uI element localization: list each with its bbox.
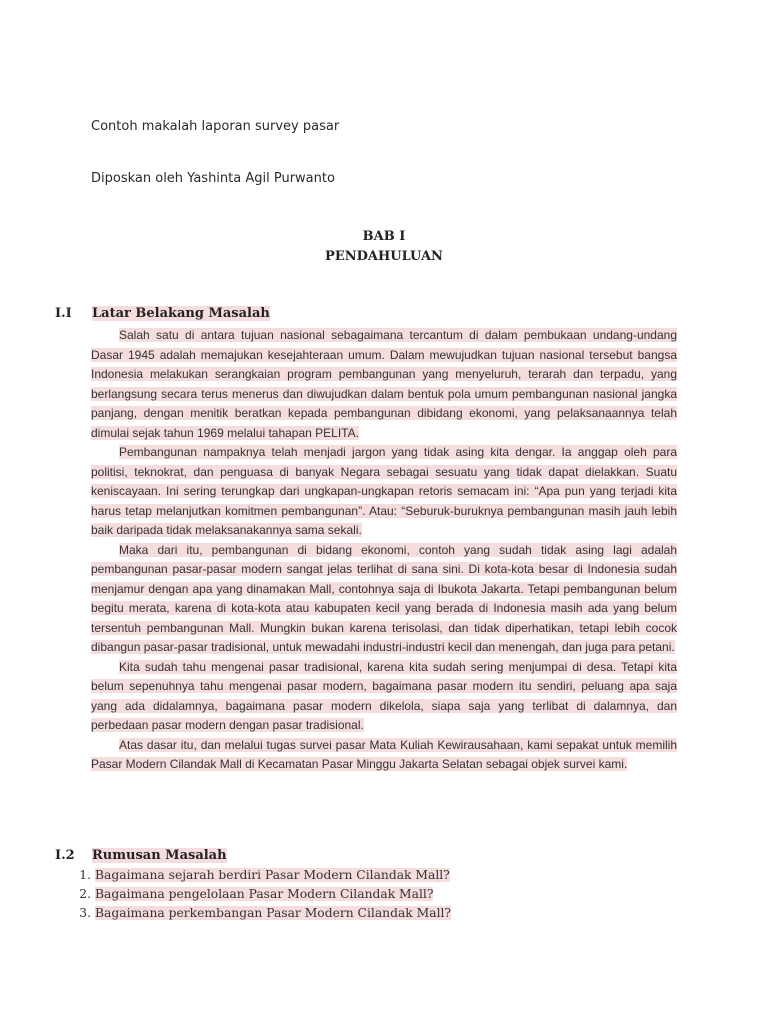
- paragraph-text: Kita sudah tahu mengenai pasar tradisional, karena kita sudah sering menjumpai di desa. Tetapi kita belum sepenuhnya tahu mengenai pasar modern, bagaimana pasar modern itu sendiri, peluang apa saja yang ada didalamnya, bagaimana pasar modern dikelola, siapa saja yang terlibat di dalamnya, dan perbedaan pasar modern dengan pasar tradisional.: [91, 659, 677, 732]
- section-number: I.2: [55, 848, 75, 863]
- list-number: 1.: [79, 868, 91, 882]
- section-title: Rumusan Masalah: [92, 848, 227, 863]
- section-heading-1: [55, 306, 270, 321]
- chapter-name: PENDAHULUAN: [325, 249, 443, 264]
- list-item: [55, 885, 451, 904]
- list-number: 2.: [79, 887, 91, 901]
- paragraph: [91, 326, 677, 443]
- section-heading-2: [55, 848, 227, 863]
- chapter-label: BAB I: [362, 229, 406, 244]
- paragraph-text: Pembangunan nampaknya telah menjadi jargon yang tidak asing kita dengar. Ia anggap oleh para politisi, teknokrat, dan penguasa di banyak Negara sebagai sesuatu yang tidak dapat dielakkan. Suatu keniscayaan. Ini sering terungkap dari ungkapan-ungkapan retoris semacam ini: “Apa pun yang terjadi kita harus tetap melanjutkan komitmen pembangunan”. Atau: “Seburuk-buruknya pembangunan masih jauh lebih baik daripada tidak melaksanakannya sama sekali.: [91, 445, 677, 537]
- list-item: [55, 866, 451, 885]
- section-title: Latar Belakang Masalah: [92, 306, 270, 321]
- paragraph-text: Salah satu di antara tujuan nasional sebagaimana tercantum di dalam pembukaan undang-undang Dasar 1945 adalah memajukan kesejahteraan umum. Dalam mewujudkan tujuan nasional tersebut bangsa Indonesia melakukan serangkaian program pembangunan yang menyeluruh, terarah dan terpadu, yang berlangsung secara terus menerus dan diwujudkan dalam bentuk pola umum pembangunan nasional jangka panjang, dengan menitik beratkan kepada pembangunan dibidang ekonomi, yang pelaksanaannya telah dimulai sejak tahun 1969 melalui tahapan PELITA.: [91, 328, 677, 440]
- list-number: 3.: [79, 906, 91, 920]
- paragraph: [91, 541, 677, 658]
- paragraph: [91, 658, 677, 736]
- paragraph: [91, 736, 677, 775]
- list-text: Bagaimana pengelolaan Pasar Modern Cilandak Mall?: [95, 887, 434, 901]
- section-body: [91, 326, 677, 775]
- question-list: [55, 866, 451, 923]
- list-item: [55, 904, 451, 923]
- paragraph-text: Maka dari itu, pembangunan di bidang ekonomi, contoh yang sudah tidak asing lagi adalah pembangunan pasar-pasar modern sangat jelas terlihat di sana sini. Di kota-kota besar di Indonesia sudah menjamur dengan apa yang dinamakan Mall, contohnya saja di Ibukota Jakarta. Tetapi pembangunan belum begitu merata, karena di kota-kota atau kabupaten kecil yang berada di Indonesia masih ada yang belum tersentuh pembangunan Mall. Mungkin bukan karena terisolasi, dan tidak diperhatikan, tetapi lebih cocok dibangun pasar-pasar tradisional, untuk mewadahi industri-industri kecil dan menengah, dan juga para petani.: [91, 542, 677, 654]
- section-number: I.I: [55, 306, 72, 321]
- document-title: Contoh makalah laporan survey pasar: [91, 119, 340, 134]
- paragraph: [91, 443, 677, 541]
- list-text: Bagaimana perkembangan Pasar Modern Cilandak Mall?: [95, 906, 452, 920]
- author-line: Diposkan oleh Yashinta Agil Purwanto: [91, 171, 335, 186]
- paragraph-text: Atas dasar itu, dan melalui tugas survei pasar Mata Kuliah Kewirausahaan, kami sepakat untuk memilih Pasar Modern Cilandak Mall di Kecamatan Pasar Minggu Jakarta Selatan sebagai objek survei kami.: [91, 737, 677, 771]
- list-text: Bagaimana sejarah berdiri Pasar Modern Cilandak Mall?: [95, 868, 450, 882]
